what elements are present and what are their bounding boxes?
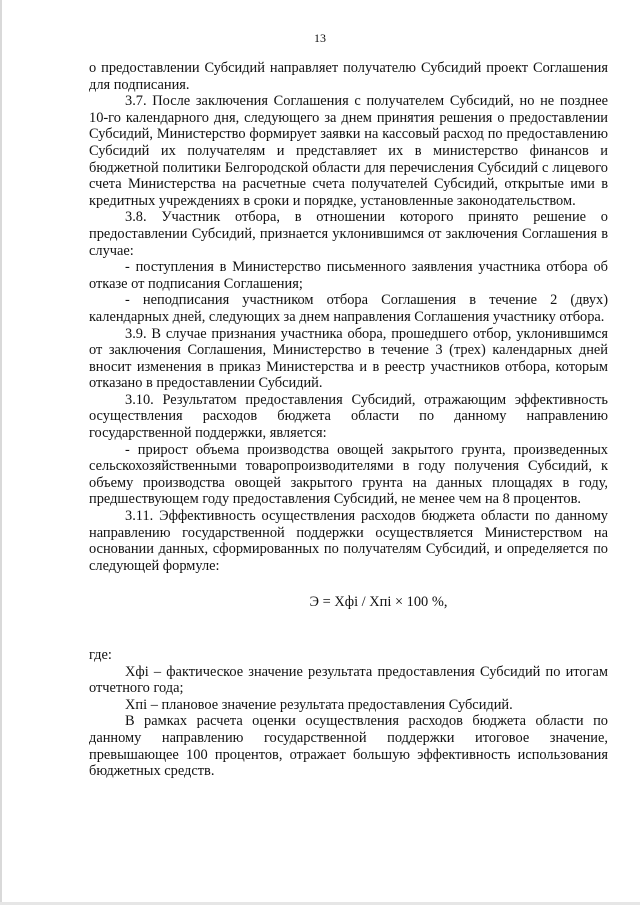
- list-item: - прирост объема производства овощей закрытого грунта, произведенных сельскохозяйственными товаропроизводителями в году получения Субсидий, к объему производства овощей закрытого грунта на данных площадях в году, предшествующем году предоставления Субсидий, не менее чем на 8 процентов.: [89, 441, 608, 508]
- paragraph-3-10: 3.10. Результатом предоставления Субсидий, отражающим эффективность осуществления расходов бюджета области по данному направлению государственной поддержки, является:: [89, 391, 608, 442]
- page-number: 13: [314, 31, 326, 45]
- paragraph-3-7: 3.7. После заключения Соглашения с получателем Субсидий, но не позднее 10-го календарного дня, следующего за днем принятия решения о предоставлении Субсидий, Министерство формирует заявки на кассовый расход по предоставлению Субсидий их получателям и представляет их в министерство финансов и бюджетной политики Белгородской области для перечисления Субсидий с лицевого счета Министерства на расчетные счета получателей Субсидий, открытые ими в кредитных учреждениях в сроки и порядке, установленные законодательством.: [89, 93, 608, 209]
- paragraph-3-11: 3.11. Эффективность осуществления расходов бюджета области по данному направлению государственной поддержки осуществляется Министерством на основании данных, сформированных по получателям Субсидий, и определяется по следующей формуле:: [89, 508, 608, 574]
- document-body: [89, 60, 608, 780]
- list-item: - неподписания участником отбора Соглашения в течение 2 (двух) календарных дней, следующих за днем направления Соглашения участнику отбора.: [89, 292, 608, 325]
- formula-definition: Xфi – фактическое значение результата предоставления Субсидий по итогам отчетного года;: [89, 663, 608, 697]
- formula-where-label: где:: [89, 647, 112, 663]
- paragraph: о предоставлении Субсидий направляет получателю Субсидий проект Соглашения для подписания.: [89, 60, 608, 93]
- scan-edge: [0, 0, 2, 905]
- paragraph-3-8: 3.8. Участник отбора, в отношении которого принято решение о предоставлении Субсидий, признается уклонившимся от заключения Соглашения в случае:: [89, 209, 608, 259]
- paragraph-3-9: 3.9. В случае признания участника обора, прошедшего отбор, уклонившимся от заключения Соглашения, Министерство в течение 3 (трех) календарных дней вносит изменения в приказ Министерства и в реестр участников отбора, которым отказано в предоставлении Субсидий.: [89, 325, 608, 392]
- formula-definition: Xпi – плановое значение результата предоставления Субсидий.: [125, 696, 513, 713]
- paragraph: В рамках расчета оценки осуществления расходов бюджета области по данному направлению государственной поддержки итоговое значение, превышающее 100 процентов, отражает большую эффективность использования бюджетных средств.: [89, 713, 608, 780]
- formula: Э = Xфi / Xпi × 100 %,: [309, 594, 448, 611]
- list-item: - поступления в Министерство письменного заявления участника отбора об отказе от подписания Соглашения;: [89, 259, 608, 292]
